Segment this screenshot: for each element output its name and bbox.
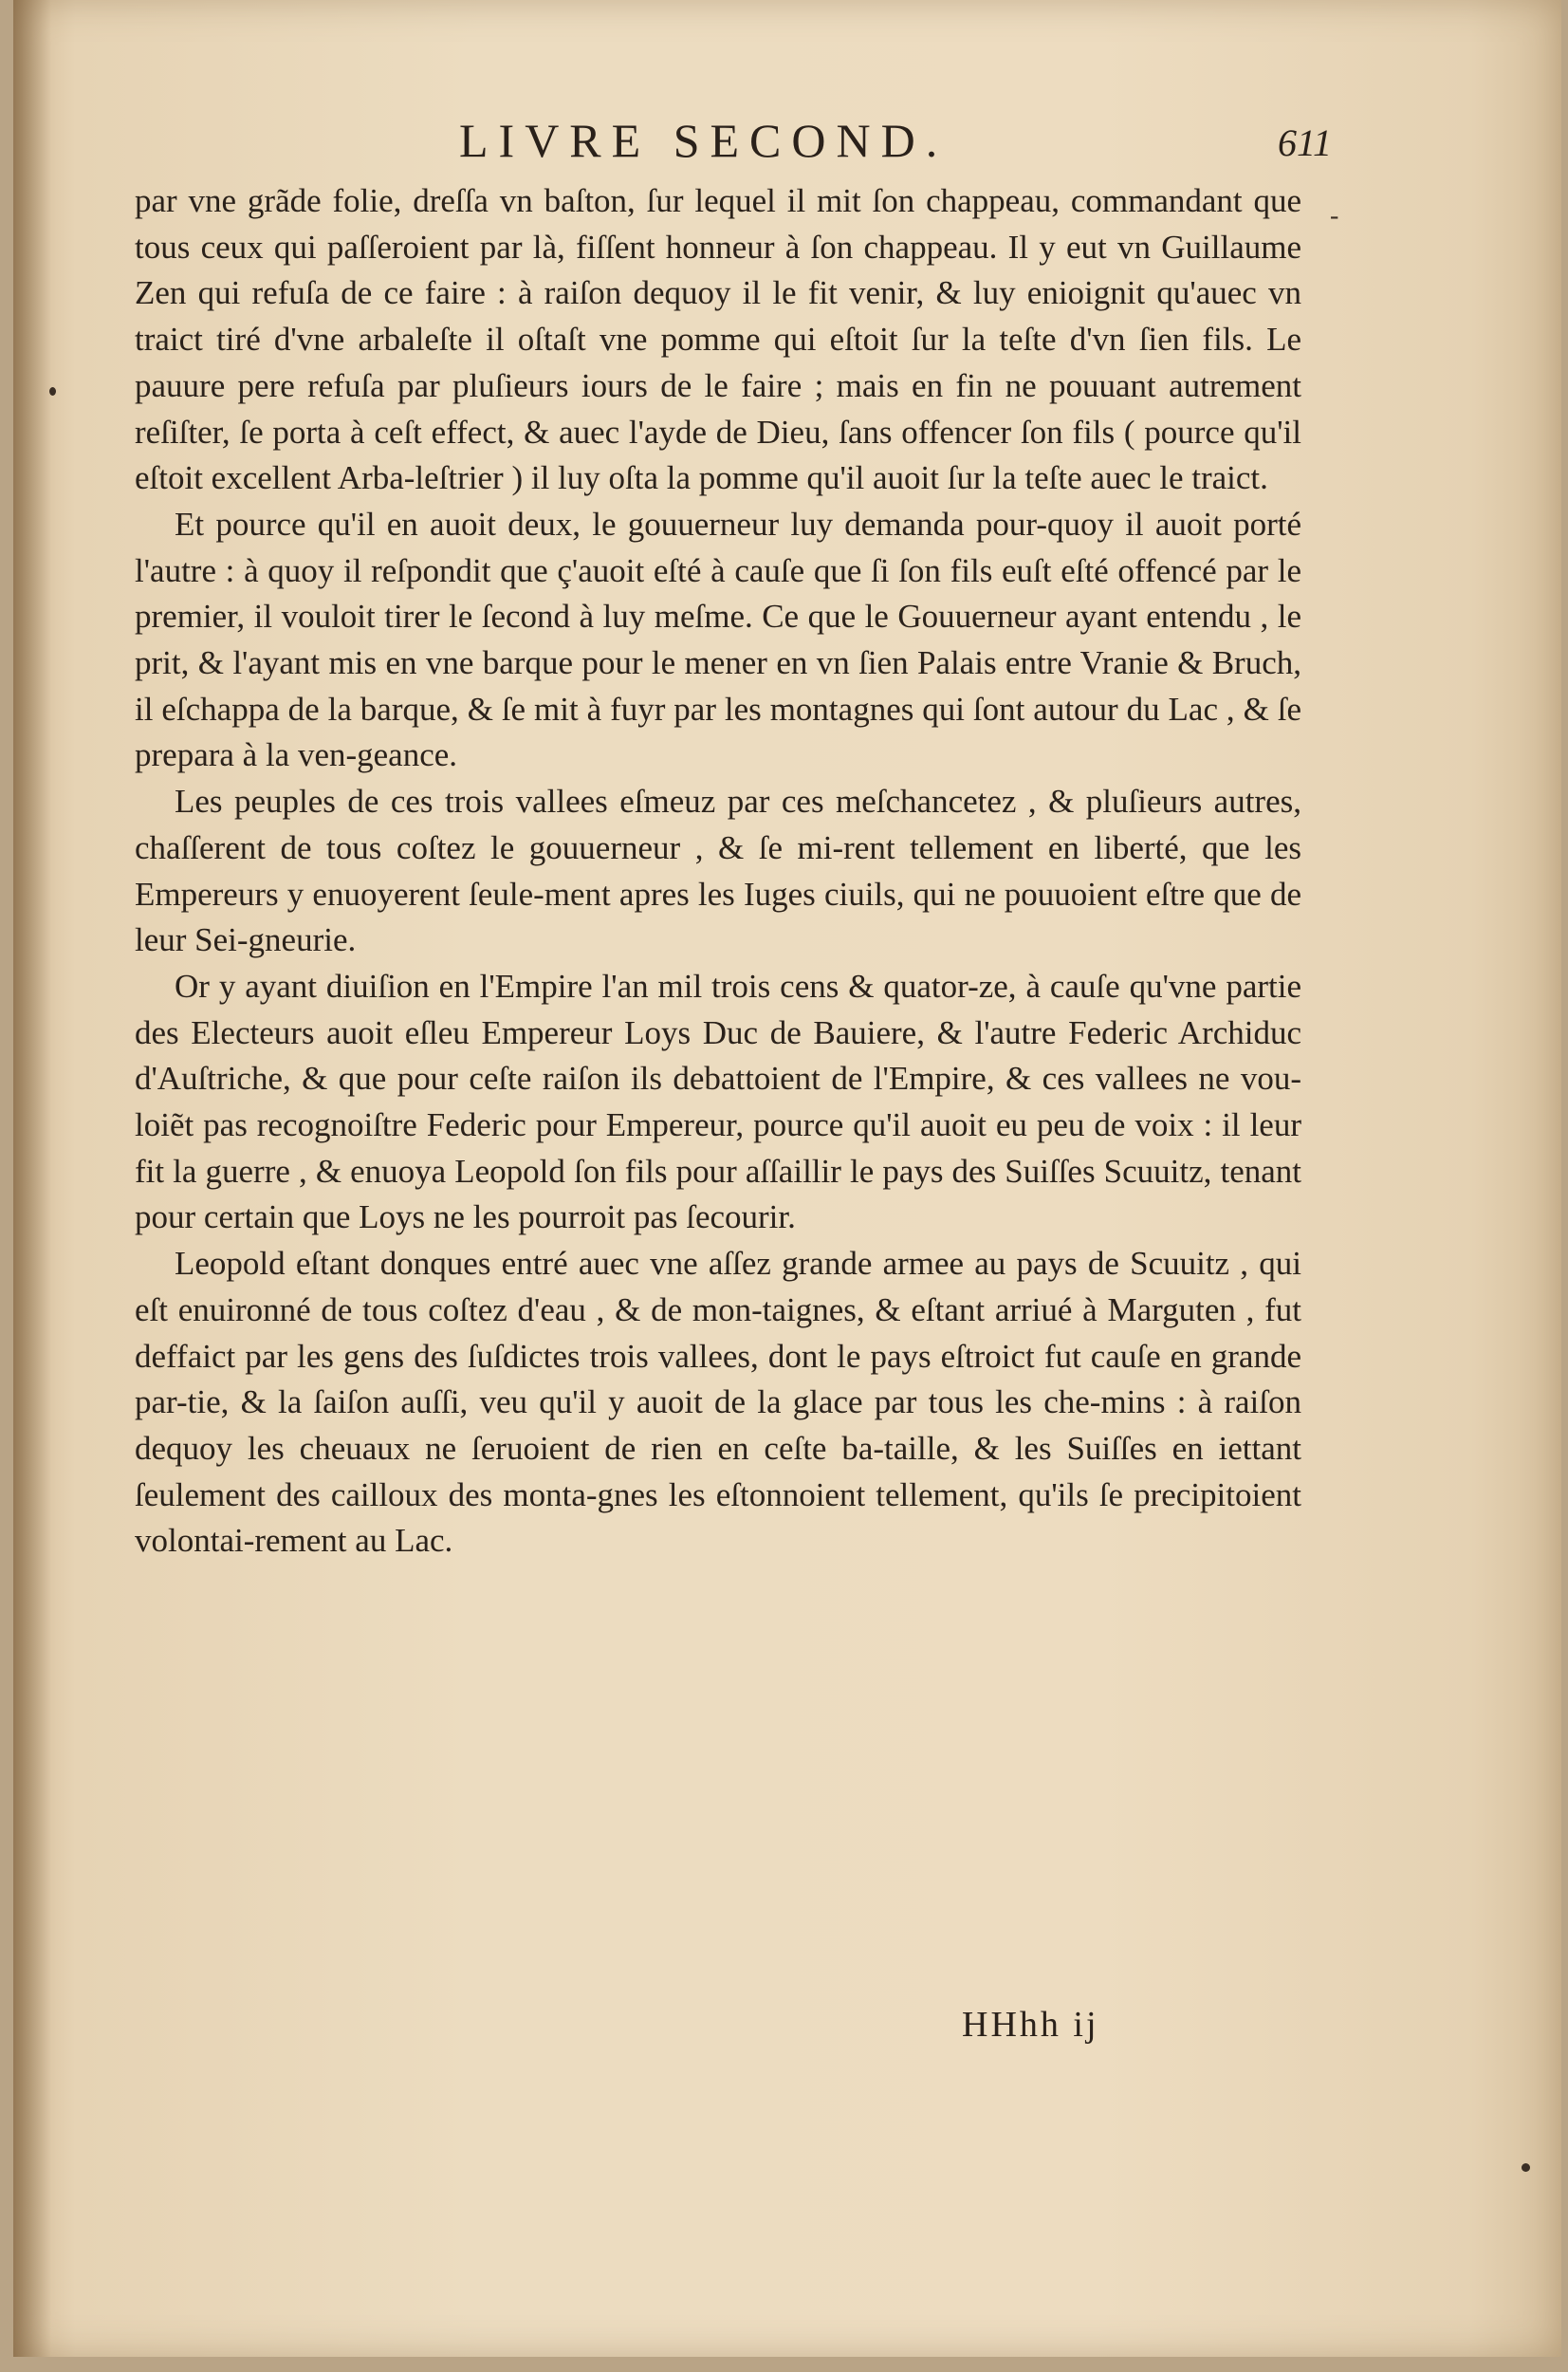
paragraph-4: Or y ayant diuiſion en l'Empire l'an mil trois cens & quator-ze, à cauſe qu'vne partie des Electeurs auoit eſleu Empereur Loys Duc de Bauiere, & l'autre Federic Archiduc d'Auſtriche, & que pour ceſte raiſon ils debattoient de l'Empire, & ces vallees ne vou-loiẽt pas recognoiſtre Federic pour Empereur, pource qu'il auoit eu peu de voix : il leur fit la guerre , & enuoya Leopold ſon fils pour aſſaillir le pays des Suiſſes Scuuitz, tenant pour certain que Loys ne les pourroit pas ſecourir.	[135, 967, 1301, 1236]
paragraph-1: par vne grãde folie, dreſſa vn baſton, ſur lequel il mit ſon chappeau, commandant que tous ceux qui paſſeroient par là, fiſſent honneur à ſon chappeau. Il y eut vn Guillaume Zen qui refuſa de ce faire : à raiſon dequoy il le fit venir, & luy enioignit qu'auec vn traict tiré d'vne arbaleſte il oſtaſt vne pomme qui eſtoit ſur la teſte d'vn ſien fils. Le pauure pere refuſa par pluſieurs iours de le faire ; mais en fin ne pouuant autrement reſiſter, ſe porta à ceſt effect, & auec l'ayde de Dieu, ſans offencer ſon fils ( pource qu'il eſtoit excellent Arba-leſtrier ) il luy oſta la pomme qu'il auoit ſur la teſte auec le traict.	[135, 182, 1301, 497]
page-header	[137, 112, 1332, 169]
paragraph-2: Et pource qu'il en auoit deux, le gouuerneur luy demanda pour-quoy il auoit porté l'autre : à quoy il reſpondit que ç'auoit eſté à cauſe que ſi ſon fils euſt eſté offencé par le premier, il vouloit tirer le ſecond à luy meſme. Ce que le Gouuerneur ayant entendu , le prit, & l'ayant mis en vne barque pour le mener en vn ſien Palais entre Vranie & Bruch, il eſchappa de la barque, & ſe mit à fuyr par les montagnes qui ſont autour du Lac , & ſe prepara à la ven-geance.	[135, 505, 1301, 774]
ink-speck	[49, 387, 56, 396]
paragraph-3: Les peuples de ces trois vallees eſmeuz par ces meſchancetez , & pluſieurs autres, chaſſerent de tous coſtez le gouuerneur , & ſe mi-rent tellement en liberté, que les Empereurs y enuoyerent ſeule-ment apres les Iuges ciuils, qui ne pouuoient eſtre que de leur Sei-gneurie.	[135, 783, 1301, 959]
margin-mark-icon: ‐	[1330, 201, 1339, 231]
page-number: 611	[1277, 121, 1332, 164]
ink-speck	[1522, 2163, 1530, 2172]
running-head: LIVRE SECOND.	[459, 114, 949, 167]
binding-shadow	[13, 0, 51, 2357]
body-text	[135, 178, 1301, 1565]
signature-mark: HHhh ij	[962, 2005, 1099, 2045]
paragraph-5: Leopold eſtant donques entré auec vne aſſez grande armee au pays de Scuuitz , qui eſt enuironné de tous coſtez d'eau , & de mon-taignes, & eſtant arriué à Marguten , fut deffaict par les gens des ſuſdictes trois vallees, dont le pays eſtroict fut cauſe en grande par-tie, & la ſaiſon auſſi, veu qu'il y auoit de la glace par tous les che-mins : à raiſon dequoy les cheuaux ne ſeruoient de rien en ceſte ba-taille, & les Suiſſes en iettant ſeulement des cailloux des monta-gnes les eſtonnoient tellement, qu'ils ſe precipitoient volontai-rement au Lac.	[135, 1245, 1301, 1560]
book-page	[13, 0, 1561, 2357]
